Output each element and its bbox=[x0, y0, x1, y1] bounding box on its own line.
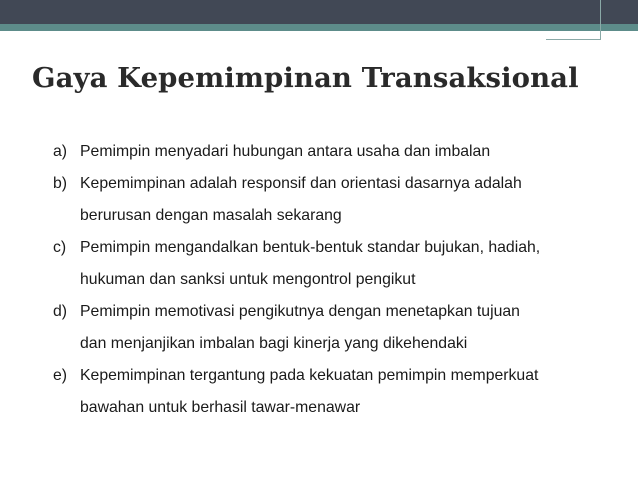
list-marker: b) bbox=[53, 175, 68, 192]
list-marker: a) bbox=[53, 143, 68, 160]
list-item-text bbox=[80, 136, 623, 168]
list-item-text bbox=[80, 296, 623, 360]
accent-line-horizontal bbox=[546, 39, 601, 40]
list-item-line: dan menjanjikan imbalan bagi kinerja yang dikehendaki bbox=[80, 335, 468, 352]
list-marker: d) bbox=[53, 303, 68, 320]
accent-line-vertical bbox=[600, 0, 601, 40]
list-item-text bbox=[80, 360, 623, 424]
list-item-line: Pemimpin menyadari hubungan antara usaha dan imbalan bbox=[80, 143, 491, 160]
list-item bbox=[53, 136, 623, 168]
list-item-text bbox=[80, 232, 623, 296]
list-item bbox=[53, 168, 623, 232]
accent-band bbox=[0, 24, 638, 31]
list-item-line: Kepemimpinan adalah responsif dan orientasi dasarnya adalah bbox=[80, 175, 522, 192]
list-item-text bbox=[80, 168, 623, 232]
list-item-line: hukuman dan sanksi untuk mengontrol pengikut bbox=[80, 271, 416, 288]
list-marker: c) bbox=[53, 239, 67, 256]
list-item-line: Kepemimpinan tergantung pada kekuatan pemimpin memperkuat bbox=[80, 367, 539, 384]
list-item bbox=[53, 360, 623, 424]
header-band bbox=[0, 0, 638, 24]
list-marker: e) bbox=[53, 367, 68, 384]
list-item-line: berurusan dengan masalah sekarang bbox=[80, 207, 342, 224]
list-item bbox=[53, 296, 623, 360]
content-list bbox=[53, 136, 623, 424]
list-item-line: Pemimpin mengandalkan bentuk-bentuk standar bujukan, hadiah, bbox=[80, 239, 541, 256]
list-item-line: Pemimpin memotivasi pengikutnya dengan menetapkan tujuan bbox=[80, 303, 520, 320]
list-item bbox=[53, 232, 623, 296]
list-item-line: bawahan untuk berhasil tawar-menawar bbox=[80, 399, 361, 416]
slide-title: Gaya Kepemimpinan Transaksional bbox=[32, 62, 579, 94]
